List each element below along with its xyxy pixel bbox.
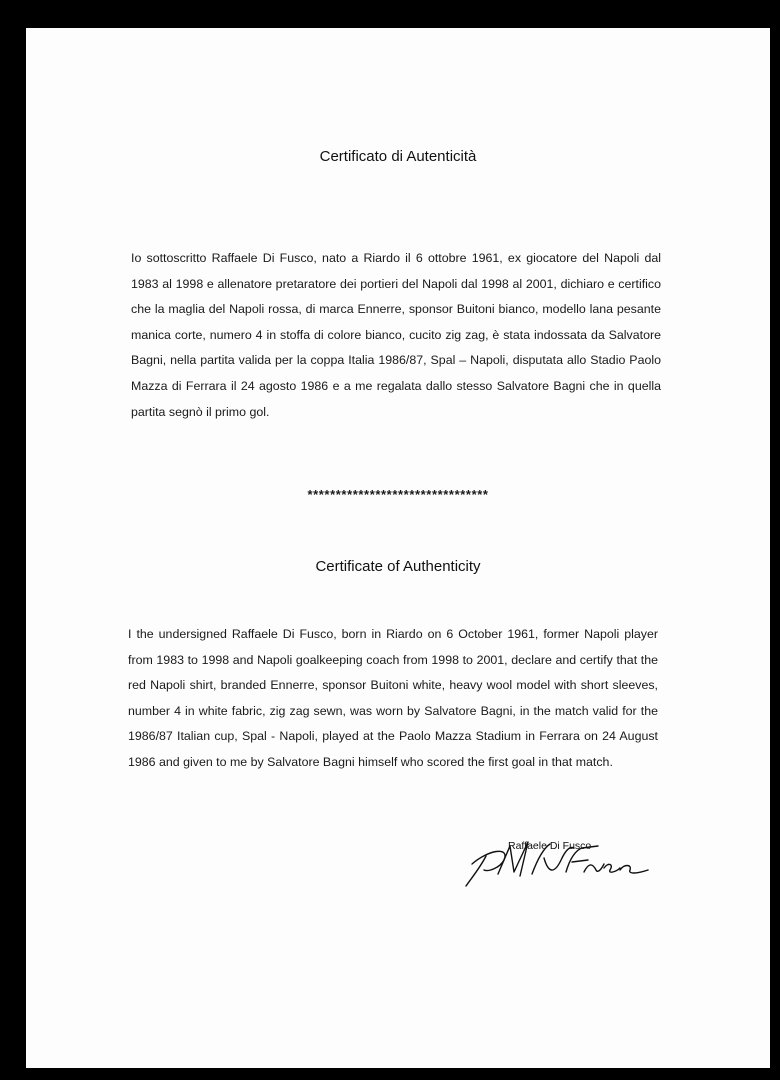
body-english: I the undersigned Raffaele Di Fusco, born in Riardo on 6 October 1961, former Napoli player from 1983 to 1998 and Napoli goalkeeping coach from 1998 to 2001, declare and certify that the red Napoli shirt, branded Ennerre, sponsor Buitoni white, heavy wool model with short sleeves, number 4 in white fabric, zig zag sewn, was worn by Salvatore Bagni, in the match valid for the 1986/87 Italian cup, Spal - Napoli, played at the Paolo Mazza Stadium in Ferrara on 24 August 1986 and given to me by Salvatore Bagni himself who scored the first goal in that match.: [128, 627, 658, 769]
separator-stars: ********************************: [307, 487, 489, 502]
title-english: Certificate of Authenticity: [315, 558, 481, 575]
body-italian: Io sottoscritto Raffaele Di Fusco, nato a Riardo il 6 ottobre 1961, ex giocatore del Napoli dal 1983 al 1998 e allenatore pretaratore dei portieri del Napoli dal 1998 al 2001, dichiaro e certifico che la maglia del Napoli rossa, di marca Ennerre, sponsor Buitoni bianco, modello lana pesante manica corte, numero 4 in stoffa di colore bianco, cucito zig zag, è stata indossata da Salvatore Bagni, nella partita valida per la coppa Italia 1986/87, Spal – Napoli, disputata allo Stadio Paolo Mazza di Ferrara il 24 agosto 1986 e a me regalata dallo stesso Salvatore Bagni che in quella partita segnò il primo gol.: [131, 251, 661, 419]
document-page: [26, 28, 770, 1068]
handwritten-signature: [458, 828, 658, 898]
signatory-name: Raffaele Di Fusco: [508, 840, 592, 852]
title-italian: Certificato di Autenticità: [319, 148, 477, 165]
